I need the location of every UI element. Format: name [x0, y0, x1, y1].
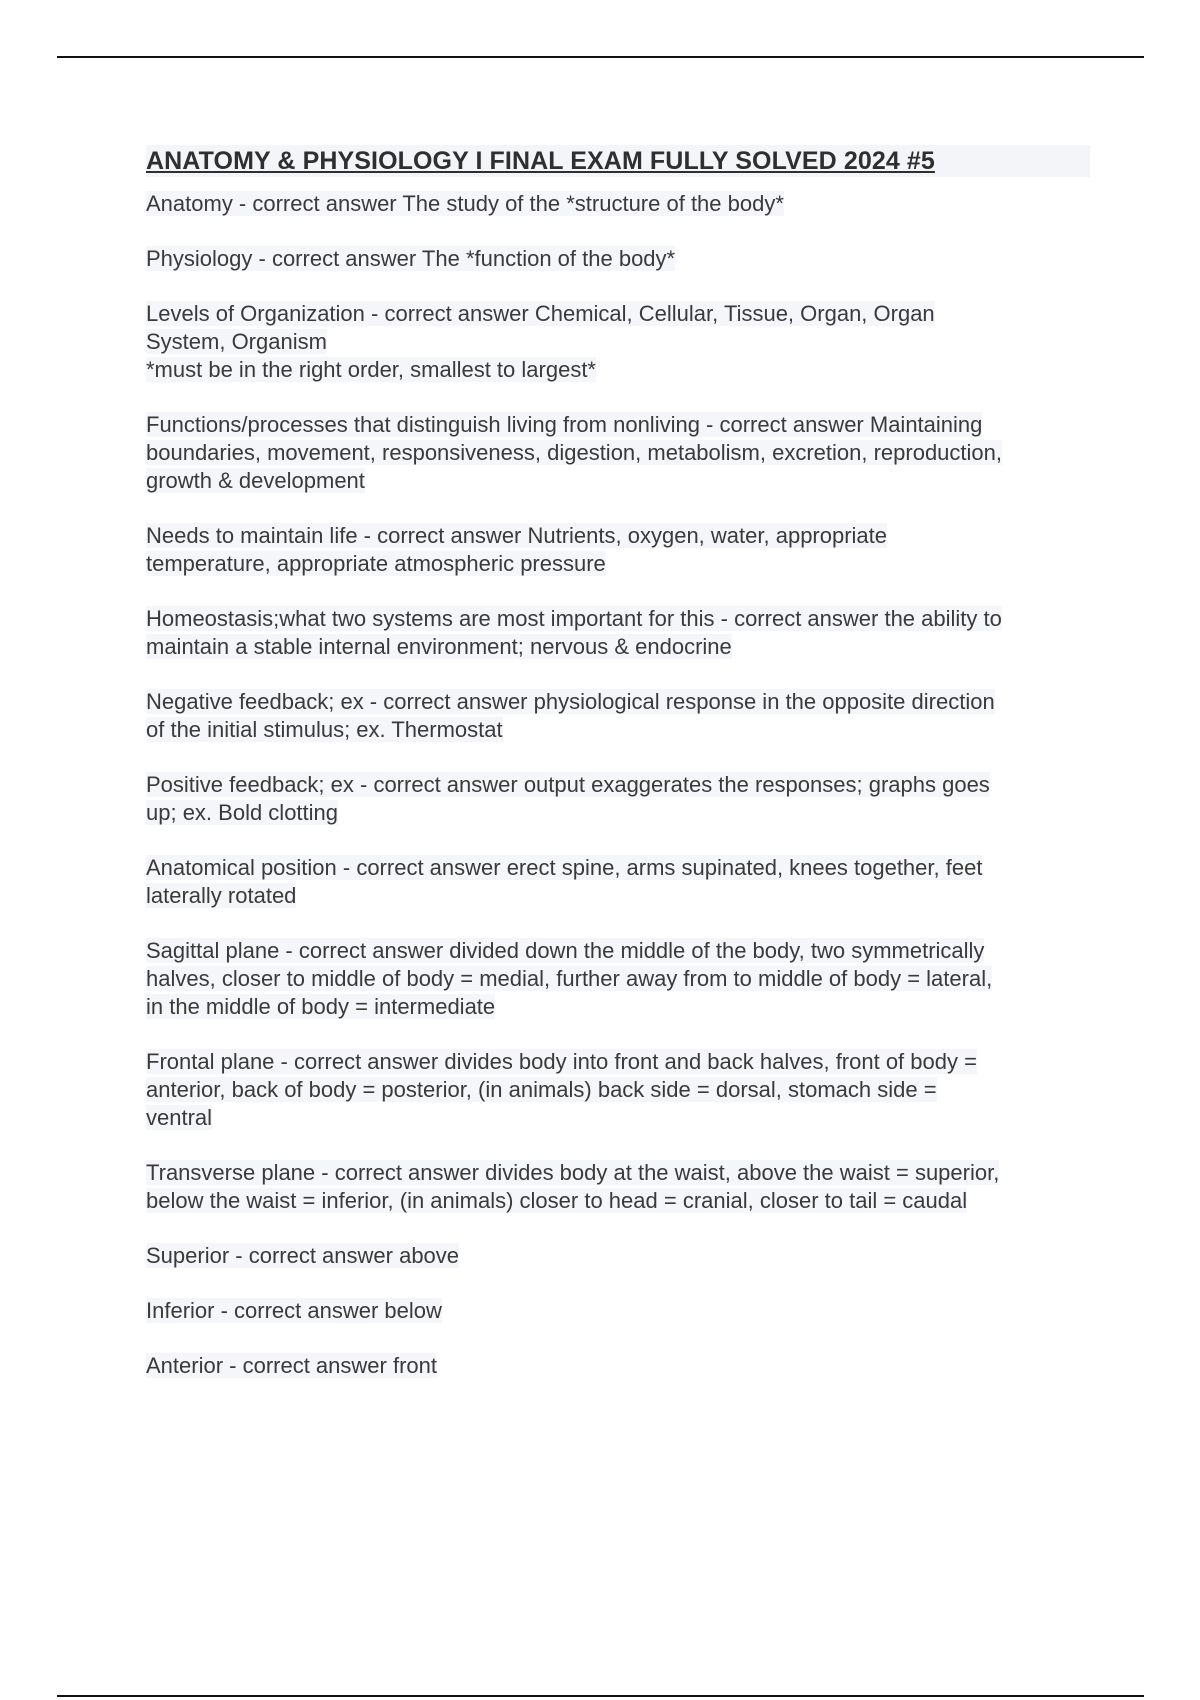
- bottom-divider: [57, 1695, 1144, 1697]
- qa-entry-levels-of-organization: Levels of Organization - correct answer Chemical, Cellular, Tissue, Organ, Organ System, Organism *must be in the right order, smallest to largest*: [146, 301, 935, 382]
- qa-entry-frontal-plane: Frontal plane - correct answer divides body into front and back halves, front of body = anterior, back of body = posterior, (in animals) back side = dorsal, stomach side = ventral: [146, 1049, 977, 1130]
- qa-entry-anatomical-position: Anatomical position - correct answer erect spine, arms supinated, knees together, feet laterally rotated: [146, 855, 983, 908]
- qa-entry-physiology: Physiology - correct answer The *function of the body*: [146, 246, 676, 271]
- qa-entry-living-functions: Functions/processes that distinguish living from nonliving - correct answer Maintaining boundaries, movement, responsiveness, digestion, metabolism, excretion, reproduction, growth & development: [146, 412, 1003, 493]
- document-title: ANATOMY & PHYSIOLOGY I FINAL EXAM FULLY SOLVED 2024 #5: [146, 145, 1090, 177]
- qa-entry-inferior: Inferior - correct answer below: [146, 1298, 442, 1323]
- qa-entry-sagittal-plane: Sagittal plane - correct answer divided down the middle of the body, two symmetrically halves, closer to middle of body = medial, further away from to middle of body = lateral, in the middle of body = intermediate: [146, 938, 993, 1019]
- qa-entry-negative-feedback: Negative feedback; ex - correct answer physiological response in the opposite direction of the initial stimulus; ex. Thermostat: [146, 689, 995, 742]
- qa-entry-anatomy: Anatomy - correct answer The study of the *structure of the body*: [146, 191, 784, 216]
- qa-entry-superior: Superior - correct answer above: [146, 1243, 460, 1268]
- qa-entry-positive-feedback: Positive feedback; ex - correct answer output exaggerates the responses; graphs goes up; ex. Bold clotting: [146, 772, 990, 825]
- qa-entry-homeostasis: Homeostasis;what two systems are most important for this - correct answer the ability to maintain a stable internal environment; nervous & endocrine: [146, 606, 1002, 659]
- qa-list: [146, 190, 1090, 1380]
- qa-entry-needs-to-maintain-life: Needs to maintain life - correct answer Nutrients, oxygen, water, appropriate temperature, appropriate atmospheric pressure: [146, 523, 888, 576]
- qa-entry-transverse-plane: Transverse plane - correct answer divides body at the waist, above the waist = superior, below the waist = inferior, (in animals) closer to head = cranial, closer to tail = caudal: [146, 1160, 1000, 1213]
- document-body: [146, 145, 1090, 1407]
- top-divider: [57, 56, 1144, 58]
- qa-entry-anterior: Anterior - correct answer front: [146, 1353, 437, 1378]
